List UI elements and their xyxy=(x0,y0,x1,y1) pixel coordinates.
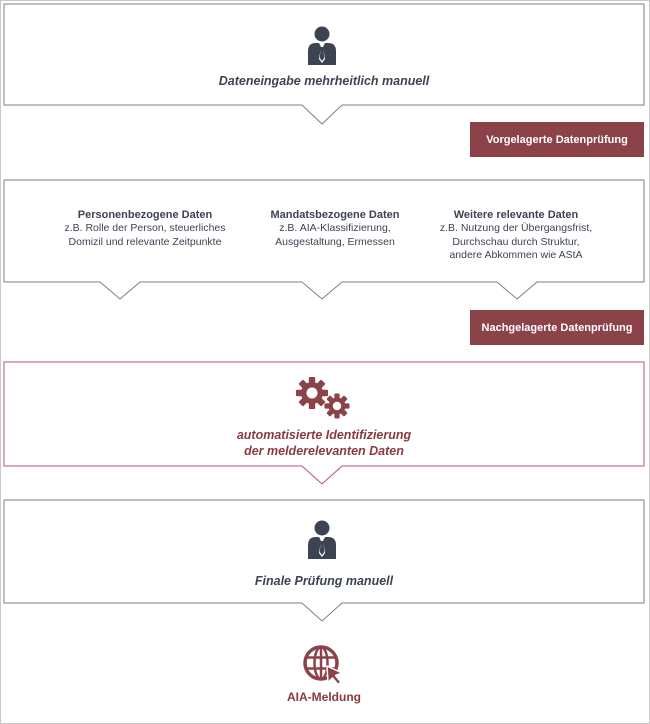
column-text: andere Abkommen wie AStA xyxy=(449,249,583,261)
automation-box xyxy=(4,362,644,484)
column-heading: Weitere relevante Daten xyxy=(453,209,579,221)
data-column xyxy=(30,208,260,249)
report-label: AIA-Meldung xyxy=(287,690,361,704)
input-step-title: Dateneingabe mehrheitlich manuell xyxy=(218,74,430,88)
column-text: Ausgestaltung, Ermessen xyxy=(275,235,395,248)
final-check-title: Finale Prüfung manuell xyxy=(254,574,394,588)
column-heading: Personenbezogene Daten xyxy=(77,209,213,221)
automation-title xyxy=(4,427,644,459)
column-text: z.B. Rolle der Person, steuerliches xyxy=(64,222,226,234)
data-column xyxy=(406,208,626,263)
column-text: Domizil und relevante Zeitpunkte xyxy=(68,235,222,248)
final-check-box xyxy=(4,500,644,621)
pre-check-badge: Vorgelagerte Datenprüfung xyxy=(470,122,644,157)
globe-cursor-icon xyxy=(305,647,342,685)
automation-title-line: der melderelevanten Daten xyxy=(244,444,404,458)
post-check-badge: Nachgelagerte Datenprüfung xyxy=(470,310,644,345)
column-text: z.B. Nutzung der Übergangsfrist, xyxy=(439,222,593,234)
column-heading: Mandatsbezogene Daten xyxy=(270,209,400,221)
column-text: Durchschau durch Struktur, xyxy=(452,235,580,248)
automation-title-line: automatisierte Identifizierung xyxy=(236,428,412,442)
column-text: z.B. AIA-Klassifizierung, xyxy=(279,222,391,234)
